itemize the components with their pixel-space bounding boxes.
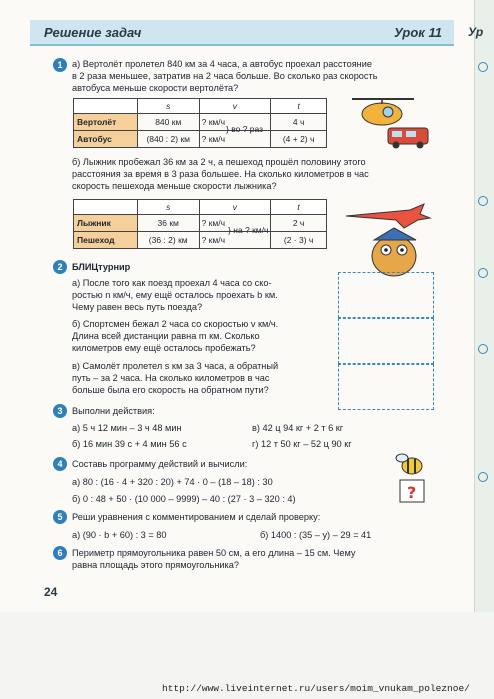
- brace-note: } во ? раз: [226, 124, 264, 134]
- helicopter-body: [362, 103, 402, 125]
- table-cell: (840 : 2) км: [137, 131, 199, 148]
- next-page-lesson: Ур: [468, 25, 484, 39]
- task4-title: Составь программу действий и вычисли:: [72, 459, 248, 469]
- task1b-text: б) Лыжник пробежал 36 км за 2 ч, а пешеход прошёл половину этого: [72, 157, 366, 167]
- page-header: [30, 20, 454, 46]
- owl-hat: [374, 228, 416, 240]
- task-number: 3: [53, 404, 67, 418]
- table-row-label: Вертолёт: [74, 114, 138, 131]
- table-header: s: [137, 99, 199, 114]
- task-number: 4: [53, 457, 67, 471]
- question-mark: ?: [407, 483, 417, 502]
- edge-marker: [478, 344, 488, 354]
- task5-equation: а) (90 · b + 60) : 3 = 80: [72, 530, 167, 540]
- table-corner: [74, 99, 138, 114]
- table-cell: (36 : 2) км: [137, 232, 199, 249]
- task1b-text: расстояния за время в 3 раза большее. На сколько километров в час: [72, 169, 369, 179]
- task2b-text: километров ему ещё осталось пробежать?: [72, 343, 256, 353]
- task2a-text: а) После того как поезд проехал 4 часа со ско-: [72, 278, 272, 288]
- task2c-text: в) Самолёт пролетел s км за 3 часа, а обратный: [72, 361, 279, 371]
- bee-question-illustration: [392, 452, 432, 506]
- airplane-owl-illustration: [340, 198, 436, 278]
- task3-item: б) 16 мин 39 с + 4 мин 56 с: [72, 439, 187, 449]
- task6-text: Периметр прямоугольника равен 50 см, а его длина – 15 см. Чему: [72, 548, 356, 558]
- table-cell: ? км/ч: [199, 114, 271, 131]
- page-number: 24: [44, 585, 58, 599]
- task1a-text: в 2 раза меньшее, затратив на 2 часа больше. Во сколько раз скорость: [72, 71, 378, 81]
- task2-title: БЛИЦтурнир: [72, 262, 131, 272]
- helicopter-bus-illustration: [336, 90, 436, 152]
- table-cell: 4 ч: [271, 114, 327, 131]
- table-header: v: [199, 200, 271, 215]
- table-cell: ? км/ч: [199, 215, 271, 232]
- bee-wing: [396, 454, 408, 462]
- bus-window: [406, 131, 416, 137]
- task-number: 2: [53, 260, 67, 274]
- table-row-label: Лыжник: [74, 215, 138, 232]
- section-title: Решение задач: [44, 25, 142, 40]
- table-cell: 36 км: [137, 215, 199, 232]
- airplane: [346, 204, 430, 228]
- owl-pupil: [400, 248, 404, 252]
- task2c-text: путь – за 2 часа. На сколько километров в час: [72, 373, 270, 383]
- task5-title: Реши уравнения с комментированием и сделай проверку:: [72, 512, 321, 522]
- helicopter-window: [383, 107, 393, 117]
- edge-marker: [478, 472, 488, 482]
- owl-pupil: [384, 248, 388, 252]
- task1b-text: скорость пешехода меньше скорости лыжника?: [72, 181, 277, 191]
- table-header: v: [199, 99, 271, 114]
- bus-window: [392, 131, 402, 137]
- task1a-text: автобуса меньше скорости вертолёта?: [72, 83, 239, 93]
- table-cell: (2 · 3) ч: [271, 232, 327, 249]
- lesson-title: Урок 11: [393, 25, 442, 40]
- table-cell: 2 ч: [271, 215, 327, 232]
- task4-expression: а) 80 : (16 · 4 + 320 : 20) + 74 · 0 – (18 – 18) : 30: [72, 477, 273, 487]
- answer-box[interactable]: [338, 364, 434, 410]
- table-header: t: [271, 200, 327, 215]
- task3-item: в) 42 ц 94 кг + 2 т 6 кг: [252, 423, 344, 433]
- task-number: 5: [53, 510, 67, 524]
- task-number: 1: [53, 58, 67, 72]
- task2a-text: Чему равен весь путь поезда?: [72, 302, 203, 312]
- brace-note: } на ? км/ч: [228, 225, 269, 235]
- task2b-text: Длина всей дистанции равна m км. Сколько: [72, 331, 260, 341]
- task2c-text: больше была его скорость на обратном пути?: [72, 385, 269, 395]
- task5-equation: б) 1400 : (35 – y) – 29 = 41: [260, 530, 372, 540]
- table-cell: ? км/ч: [199, 232, 271, 249]
- edge-marker: [478, 62, 488, 72]
- table-row-label: Автобус: [74, 131, 138, 148]
- task1a-table: [73, 98, 327, 148]
- table-cell: 840 км: [137, 114, 199, 131]
- source-url[interactable]: http://www.liveinternet.ru/users/moim_vnukam_poleznoe/: [162, 683, 470, 694]
- task6-text: равна площадь этого прямоугольника?: [72, 560, 239, 570]
- answer-box[interactable]: [338, 318, 434, 364]
- task1a-text: а) Вертолёт пролетел 840 км за 4 часа, а автобус проехал расстояние: [72, 59, 372, 69]
- table-corner: [74, 200, 138, 215]
- table-header: s: [137, 200, 199, 215]
- owl-body: [372, 236, 416, 276]
- table-cell: ? км/ч: [199, 131, 271, 148]
- task2b-text: б) Спортсмен бежал 2 часа со скоростью v км/ч.: [72, 319, 279, 329]
- brace-note-text: во ? раз: [231, 124, 264, 134]
- task1b-table: [73, 199, 327, 249]
- task-number: 6: [53, 546, 67, 560]
- task2a-text: ростью n км/ч, ему ещё осталось проехать b км.: [72, 290, 278, 300]
- task3-item: а) 5 ч 12 мин – 3 ч 48 мин: [72, 423, 182, 433]
- task3-title: Выполни действия:: [72, 406, 155, 416]
- task3-item: г) 12 т 50 кг – 52 ц 90 кг: [252, 439, 352, 449]
- table-cell: (4 + 2) ч: [271, 131, 327, 148]
- brace-note-text: на ? км/ч: [233, 225, 269, 235]
- task4-expression: б) 0 : 48 + 50 · (10 000 – 9999) – 40 : (27 · 3 – 320 : 4): [72, 494, 296, 504]
- edge-marker: [478, 196, 488, 206]
- next-page-edge: [474, 0, 494, 612]
- table-header: t: [271, 99, 327, 114]
- answer-box[interactable]: [338, 272, 434, 318]
- table-row-label: Пешеход: [74, 232, 138, 249]
- bus-wheel: [393, 142, 400, 149]
- edge-marker: [478, 268, 488, 278]
- bus-wheel: [417, 142, 424, 149]
